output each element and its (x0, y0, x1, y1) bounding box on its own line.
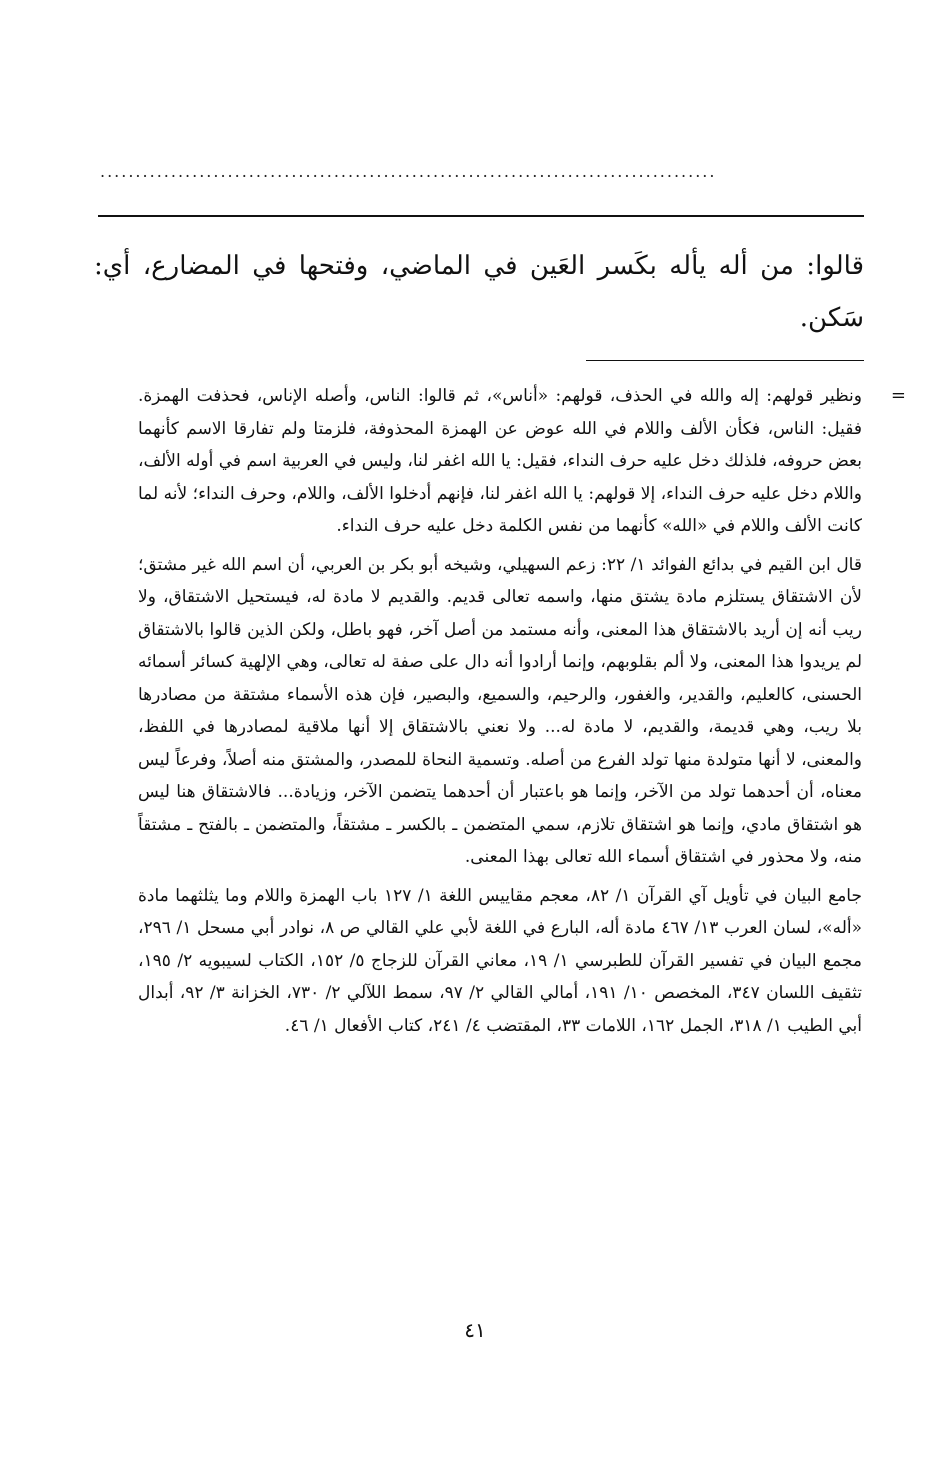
top-rule (98, 215, 864, 217)
footnote-continuation-marker: = (890, 385, 906, 406)
footnote-rule (586, 360, 864, 361)
dotted-separator: ....................................................................................... (100, 162, 717, 181)
footnote-paragraph: جامع البيان في تأويل آي القرآن ١/ ٨٢، معجم مقاييس اللغة ١/ ١٢٧ باب الهمزة واللام وما يثلثهما مادة «أله»، لسان العرب ١٣/ ٤٦٧ مادة أله، البارع في اللغة لأبي علي القالي ص ٨، نوادر أبي مسحل ١/ ٢٩٦، مجمع البيان في تفسير القرآن للطبرسي ١/ ١٩، معاني القرآن للزجاج ٥/ ١٥٢، الكتاب لسيبويه ٢/ ١٩٥، تثقيف اللسان ٣٤٧، المخصص ١٠/ ١٩١، أمالي القالي ٢/ ٩٧، سمط اللآلي ٢/ ٧٣٠، الخزانة ٣/ ٩٢، أبدال أبي الطيب ١/ ٣١٨، الجمل ١٦٢، اللامات ٣٣، المقتضب ٤/ ٢٤١، كتاب الأفعال ١/ ٤٦. (138, 885, 863, 1036)
footnote-paragraph: قال ابن القيم في بدائع الفوائد ١/ ٢٢: زعم السهيلي، وشيخه أبو بكر بن العربي، أن اسم الله غير مشتق؛ لأن الاشتقاق يستلزم مادة يشتق منها، واسمه تعالى قديم. والقديم لا مادة له، فيستحيل الاشتقاق، ولا ريب أنه إن أريد بالاشتقاق هذا المعنى، وأنه مستمد من أصل آخر، فهو باطل، ولكن الذين قالوا بالاشتقاق لم يريدوا هذا المعنى، ولا ألم بقلوبهم، وإنما أرادوا أنه دال على صفة له تعالى، وهي الإلهية كسائر أسمائه الحسنى، كالعليم، والقدير، والغفور، والرحيم، والسميع، والبصير، فإن هذه الأسماء مشتقة من مصادرها بلا ريب، وهي قديمة، والقديم، لا مادة له... ولا نعني بالاشتقاق إلا أنها ملاقية لمصادرها في اللفظ، والمعنى، لا أنها متولدة منها تولد الفرع من أصله. وتسمية النحاة للمصدر، والمشتق منه أصلاً، وفرعاً ليس معناه، أن أحدهما تولد من الآخر، وإنما هو باعتبار أن أحدهما يتضمن الآخر، وزيادة... فالاشتقاق هنا ليس هو اشتقاق مادي، وإنما هو اشتقاق تلازم، سمي المتضمن ـ بالكسر ـ مشتقاً، والمتضمن ـ بالفتح ـ مشتقاً منه، ولا محذور في اشتقاق أسماء الله تعالى بهذا المعنى. (138, 554, 862, 867)
page-number: ٤١ (464, 1318, 486, 1342)
main-text: قالوا: من أله يأله بكَسر العَين في الماضي، وفتحها في المضارع، أي: سَكن. (94, 251, 864, 333)
footnote-paragraph: ونظير قولهم: إله والله في الحذف، قولهم: «أناس»، ثم قالوا: الناس، وأصله الإناس، فحذفت الهمزة. فقيل: الناس، فكأن الألف واللام في الله عوض عن الهمزة المحذوفة، فلزمتا ولم تفارقا الاسم كأنهما بعض حروفه، فلذلك دخل عليه حرف النداء، فقيل: يا الله اغفر لنا، وليس في العربية اسم في أوله الألف، واللام دخل عليه حرف النداء، إلا قولهم: يا الله اغفر لنا، فإنهم أدخلوا الألف، واللام، وحرف النداء؛ لأنه لما كانت الألف واللام في «الله» كأنهما من نفس الكلمة دخل عليه حرف النداء. (138, 386, 862, 536)
footnotes (138, 380, 906, 1048)
